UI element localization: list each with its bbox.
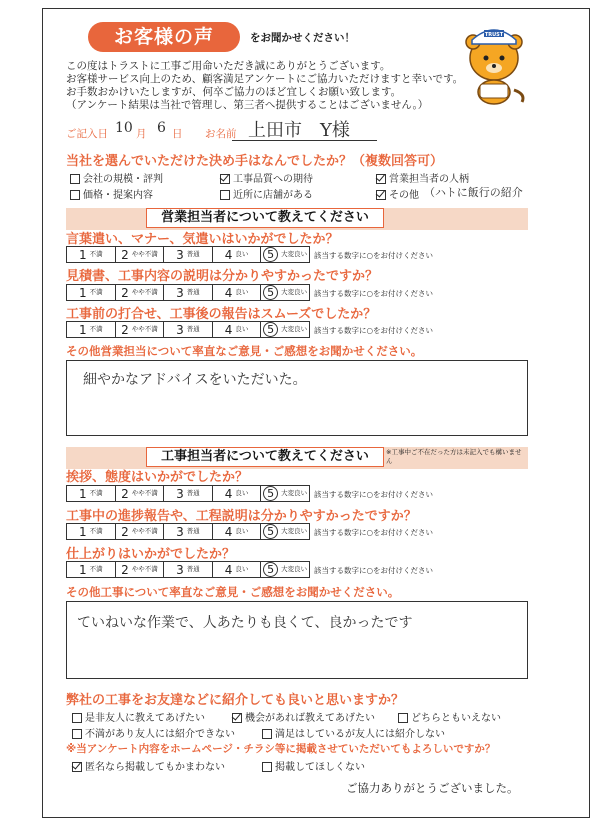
checkbox[interactable] <box>398 713 408 723</box>
checkbox[interactable] <box>232 713 242 723</box>
q1-option[interactable]: 会社の規模・評判 <box>70 170 163 185</box>
date-label: ご記入日 <box>66 128 108 140</box>
checkbox[interactable] <box>376 190 386 200</box>
publish-option[interactable]: 掲載してほしくない <box>262 758 365 773</box>
publish-question: ※当アンケート内容をホームページ・チラシ等に掲載させていただいてもよろしいですか？ <box>66 743 496 755</box>
name-value: 上田市 Y様 <box>248 120 350 141</box>
q1-option[interactable]: 近所に店舗がある <box>220 186 313 201</box>
sales-comment-box[interactable] <box>66 360 528 436</box>
q1-option[interactable]: 営業担当者の人柄 <box>376 170 469 185</box>
checkbox[interactable] <box>72 729 82 739</box>
scale-hint: 該当する数字に○をお付けください <box>314 528 434 537</box>
checkbox[interactable] <box>376 174 386 184</box>
selected-rating[interactable]: 5 <box>263 486 278 501</box>
work-section-label: 工事担当者について教えてください <box>146 447 384 467</box>
footer-thanks: ご協力ありがとうございました。 <box>346 781 519 795</box>
work-q3: 仕上がりはいかがでしたか？ <box>66 547 236 562</box>
month-unit: 月 <box>136 128 147 140</box>
sales-comment-question: その他営業担当について率直なご意見・ご感想をお聞かせください。 <box>66 344 423 358</box>
checkbox[interactable] <box>72 713 82 723</box>
checkbox[interactable] <box>262 762 272 772</box>
page-subtitle: をお聞かせください！ <box>250 32 355 44</box>
scale-hint: 該当する数字に○をお付けください <box>314 289 434 298</box>
rating-scale[interactable]: 1 不満 2 やや不満 3 普通 4 良い 5 大変良い <box>66 284 310 301</box>
checkbox[interactable] <box>70 190 80 200</box>
scale-hint: 該当する数字に○をお付けください <box>314 326 434 335</box>
scale-hint: 該当する数字に○をお付けください <box>314 566 434 575</box>
day-unit: 日 <box>172 128 183 140</box>
q1-option[interactable]: その他 <box>376 186 419 201</box>
scale-hint: 該当する数字に○をお付けください <box>314 490 434 499</box>
scale-hint: 該当する数字に○をお付けください <box>314 251 434 260</box>
selected-rating[interactable]: 5 <box>263 285 278 300</box>
page-title: お客様の声 <box>88 22 240 52</box>
date-day: 6 <box>157 120 166 136</box>
selected-rating[interactable]: 5 <box>263 247 278 262</box>
sales-q1: 言葉遣い、マナー、気遣いはいかがでしたか？ <box>66 232 339 247</box>
selected-rating[interactable]: 5 <box>263 322 278 337</box>
publish-option[interactable]: 匿名なら掲載してもかまわない <box>72 758 225 773</box>
checkbox[interactable] <box>220 174 230 184</box>
checkbox[interactable] <box>70 174 80 184</box>
checkbox[interactable] <box>262 729 272 739</box>
name-underline <box>232 140 377 141</box>
referral-option[interactable]: どちらともいえない <box>398 709 501 724</box>
work-comment-box[interactable] <box>66 601 528 679</box>
referral-option[interactable]: 不満があり友人には紹介できない <box>72 725 235 740</box>
date-month: 10 <box>115 120 133 136</box>
checkbox[interactable] <box>72 762 82 772</box>
work-q2: 工事中の進捗報告や、工程説明は分かりやすかったですか？ <box>66 509 417 524</box>
referral-option[interactable]: 機会があれば教えてあげたい <box>232 709 375 724</box>
work-q1: 挨拶、態度はいかがでしたか？ <box>66 470 249 485</box>
referral-question: 弊社の工事をお友達などに紹介しても良いと思いますか？ <box>66 693 405 708</box>
work-comment-answer: ていねいな作業で、人あたりも良くて、良かったです <box>77 615 413 631</box>
sales-q3: 工事前の打合せ、工事後の報告はスムーズでしたか？ <box>66 307 377 322</box>
q1-other-text: （ハトに飯行の紹介 <box>424 186 523 199</box>
rating-scale[interactable]: 1 不満 2 やや不満 3 普通 4 良い 5 大変良い <box>66 523 310 540</box>
selected-rating[interactable]: 5 <box>263 562 278 577</box>
rating-scale[interactable]: 1 不満 2 やや不満 3 普通 4 良い 5 大変良い <box>66 321 310 338</box>
intro-text: この度はトラストに工事ご用命いただき誠にありがとうございます。 お客様サービス向上のため、顧客満足アンケートにご協力いただけますと幸いです。 お手数おかけいたしますが、何卒ご協力のほど宜しくお願い致します。 （アンケート結果は当社で管理し、第三者へ提供することはございません。） <box>66 60 464 111</box>
mascot-cap-text: TRUST <box>484 32 504 38</box>
sales-section-label: 営業担当者について教えてください <box>146 208 384 228</box>
work-comment-question: その他工事について率直なご意見・ご感想をお聞かせください。 <box>66 585 400 599</box>
work-section-note: ※工事中ご不在だった方は未記入でも構いません <box>386 448 522 465</box>
q1-option[interactable]: 工事品質への期待 <box>220 170 313 185</box>
sales-comment-answer: 細やかなアドバイスをいただいた。 <box>83 372 307 388</box>
q1-option[interactable]: 価格・提案内容 <box>70 186 153 201</box>
referral-option[interactable]: 満足はしているが友人には紹介しない <box>262 725 445 740</box>
checkbox[interactable] <box>220 190 230 200</box>
name-label: お名前 <box>205 128 237 140</box>
sales-q2: 見積書、工事内容の説明は分かりやすかったですか？ <box>66 269 379 284</box>
rating-scale[interactable]: 1 不満 2 やや不満 3 普通 4 良い 5 大変良い <box>66 246 310 263</box>
rating-scale[interactable]: 1 不満 2 やや不満 3 普通 4 良い 5 大変良い <box>66 485 310 502</box>
referral-option[interactable]: 是非友人に教えてあげたい <box>72 709 205 724</box>
selected-rating[interactable]: 5 <box>263 524 278 539</box>
q1-question: 当社を選んでいただけた決め手はなんでしたか？（複数回答可） <box>66 154 444 169</box>
bear-mascot-icon <box>458 22 530 106</box>
rating-scale[interactable]: 1 不満 2 やや不満 3 普通 4 良い 5 大変良い <box>66 561 310 578</box>
